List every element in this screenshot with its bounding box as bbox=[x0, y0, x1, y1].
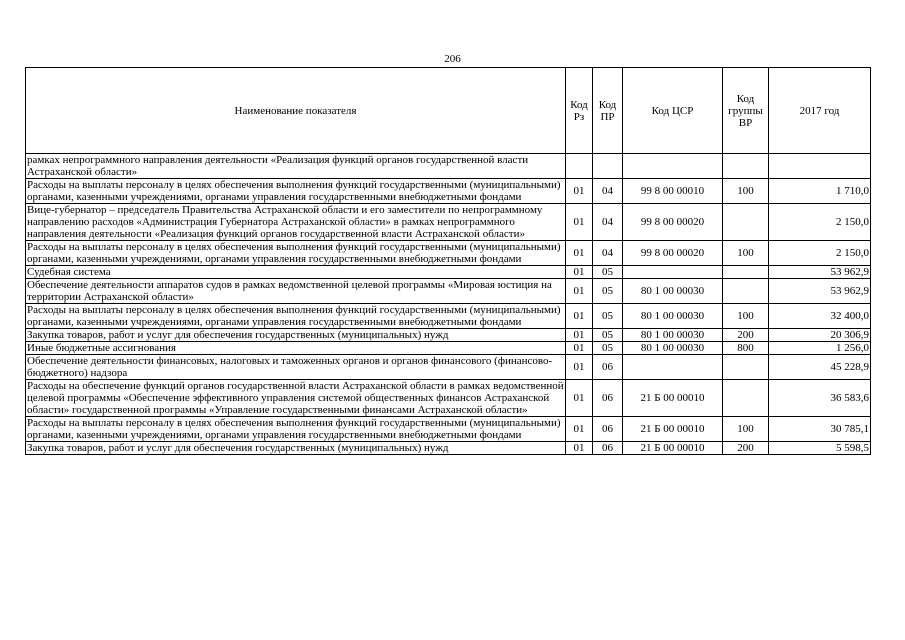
row-vr bbox=[723, 355, 769, 380]
row-csr: 80 1 00 00030 bbox=[623, 329, 723, 342]
row-name: Судебная система bbox=[26, 266, 566, 279]
row-name: Расходы на выплаты персоналу в целях обеспечения выполнения функций государственными (муниципальными) органами, казенными учреждениями, органами управления государственными внебюджетными фондами bbox=[26, 241, 566, 266]
row-value: 1 256,0 bbox=[769, 342, 871, 355]
row-name: рамках непрограммного направления деятельности «Реализация функций органов государственной власти Астраханской области» bbox=[26, 154, 566, 179]
row-name: Закупка товаров, работ и услуг для обеспечения государственных (муниципальных) нужд bbox=[26, 329, 566, 342]
header-name: Наименование показателя bbox=[26, 68, 566, 154]
row-value: 20 306,9 bbox=[769, 329, 871, 342]
table-row bbox=[26, 304, 871, 329]
row-rz: 01 bbox=[566, 304, 593, 329]
row-name: Расходы на обеспечение функций органов государственной власти Астраханской области в рамках ведомственной целевой программы «Обеспечение эффективного управления системой общественных финансов Астраханской области» государственной программы «Управление государственными финансами Астраханской области» bbox=[27, 380, 564, 416]
row-rz bbox=[566, 154, 593, 179]
row-name: Закупка товаров, работ и услуг для обеспечения государственных (муниципальных) нужд bbox=[26, 442, 566, 455]
row-vr bbox=[723, 266, 769, 279]
row-vr: 100 bbox=[723, 417, 769, 442]
table-row bbox=[26, 442, 871, 455]
row-vr: 200 bbox=[723, 329, 769, 342]
row-name: Расходы на выплаты персоналу в целях обеспечения выполнения функций государственными (муниципальными) органами, казенными учреждениями, органами управления государственными внебюджетными фондами bbox=[26, 304, 566, 329]
row-rz: 01 bbox=[566, 279, 593, 304]
row-csr: 80 1 00 00030 bbox=[623, 342, 723, 355]
row-value: 1 710,0 bbox=[769, 179, 871, 204]
row-value: 53 962,9 bbox=[769, 266, 871, 279]
page-number: 206 bbox=[444, 53, 461, 65]
row-vr: 800 bbox=[723, 342, 769, 355]
row-csr bbox=[623, 266, 723, 279]
row-csr: 21 Б 00 00010 bbox=[623, 380, 723, 417]
row-csr: 80 1 00 00030 bbox=[623, 304, 723, 329]
table-row bbox=[26, 329, 871, 342]
row-rz: 01 bbox=[566, 266, 593, 279]
row-value: 30 785,1 bbox=[769, 417, 871, 442]
row-name: Расходы на выплаты персоналу в целях обеспечения выполнения функций государственными (муниципальными) органами, казенными учреждениями, органами управления государственными внебюджетными фондами bbox=[26, 417, 566, 442]
table-row bbox=[26, 179, 871, 204]
table-row bbox=[26, 417, 871, 442]
budget-table bbox=[25, 67, 871, 455]
header-csr: Код ЦСР bbox=[623, 68, 723, 154]
table-row bbox=[26, 154, 871, 179]
row-rz: 01 bbox=[566, 241, 593, 266]
row-pr: 05 bbox=[593, 304, 623, 329]
table-row bbox=[26, 266, 871, 279]
row-csr: 99 8 00 00010 bbox=[623, 179, 723, 204]
row-vr bbox=[723, 279, 769, 304]
row-name: Обеспечение деятельности финансовых, налоговых и таможенных органов и органов финансового (финансово-бюджетного) надзора bbox=[26, 355, 566, 380]
row-csr: 21 Б 00 00010 bbox=[623, 417, 723, 442]
header-rz: Код Рз bbox=[566, 68, 593, 154]
row-value bbox=[769, 154, 871, 179]
row-rz: 01 bbox=[566, 417, 593, 442]
row-csr: 80 1 00 00030 bbox=[623, 279, 723, 304]
row-value: 45 228,9 bbox=[769, 355, 871, 380]
row-value: 36 583,6 bbox=[769, 380, 871, 417]
row-pr: 05 bbox=[593, 329, 623, 342]
row-pr: 06 bbox=[593, 417, 623, 442]
row-value: 53 962,9 bbox=[769, 279, 871, 304]
table-row bbox=[26, 342, 871, 355]
table-row bbox=[26, 355, 871, 380]
table-row bbox=[26, 241, 871, 266]
row-name: Иные бюджетные ассигнования bbox=[26, 342, 566, 355]
row-value: 2 150,0 bbox=[769, 204, 871, 241]
row-pr: 05 bbox=[593, 266, 623, 279]
row-name: Обеспечение деятельности аппаратов судов в рамках ведомственной целевой программы «Мировая юстиция на территории Астраханской области» bbox=[26, 279, 566, 304]
row-rz: 01 bbox=[566, 342, 593, 355]
row-pr: 04 bbox=[593, 241, 623, 266]
row-pr: 04 bbox=[593, 204, 623, 241]
row-csr bbox=[623, 355, 723, 380]
row-name: Вице-губернатор – председатель Правительства Астраханской области и его заместители по непрограммному направлению расходов «Администрация Губернатора Астраханской области» в рамках непрограммного направления деятельности «Реализация функций органов государственной власти Астраханской области» bbox=[26, 204, 566, 241]
table-header-row bbox=[26, 68, 871, 154]
row-pr: 04 bbox=[593, 179, 623, 204]
row-vr bbox=[723, 204, 769, 241]
row-vr: 100 bbox=[723, 241, 769, 266]
row-rz: 01 bbox=[566, 355, 593, 380]
row-csr: 99 8 00 00020 bbox=[623, 241, 723, 266]
row-vr bbox=[723, 154, 769, 179]
table-row bbox=[26, 380, 871, 417]
header-pr: Код ПР bbox=[593, 68, 623, 154]
row-value: 2 150,0 bbox=[769, 241, 871, 266]
header-vr: Код группы ВР bbox=[723, 68, 769, 154]
row-pr: 06 bbox=[593, 355, 623, 380]
row-pr: 06 bbox=[593, 380, 623, 417]
table-row bbox=[26, 279, 871, 304]
row-value: 32 400,0 bbox=[769, 304, 871, 329]
row-pr: 06 bbox=[593, 442, 623, 455]
header-year: 2017 год bbox=[769, 68, 871, 154]
row-name: Расходы на выплаты персоналу в целях обеспечения выполнения функций государственными (муниципальными) органами, казенными учреждениями, органами управления государственными внебюджетными фондами bbox=[26, 179, 566, 204]
row-rz: 01 bbox=[566, 442, 593, 455]
row-csr: 99 8 00 00020 bbox=[623, 204, 723, 241]
row-rz: 01 bbox=[566, 380, 593, 417]
row-vr: 100 bbox=[723, 179, 769, 204]
row-csr bbox=[623, 154, 723, 179]
row-vr: 200 bbox=[723, 442, 769, 455]
row-value: 5 598,5 bbox=[769, 442, 871, 455]
row-rz: 01 bbox=[566, 204, 593, 241]
row-vr: 100 bbox=[723, 304, 769, 329]
row-vr bbox=[723, 380, 769, 417]
table-row bbox=[26, 204, 871, 241]
row-pr: 05 bbox=[593, 342, 623, 355]
row-rz: 01 bbox=[566, 179, 593, 204]
row-pr: 05 bbox=[593, 279, 623, 304]
row-csr: 21 Б 00 00010 bbox=[623, 442, 723, 455]
row-pr bbox=[593, 154, 623, 179]
row-rz: 01 bbox=[566, 329, 593, 342]
